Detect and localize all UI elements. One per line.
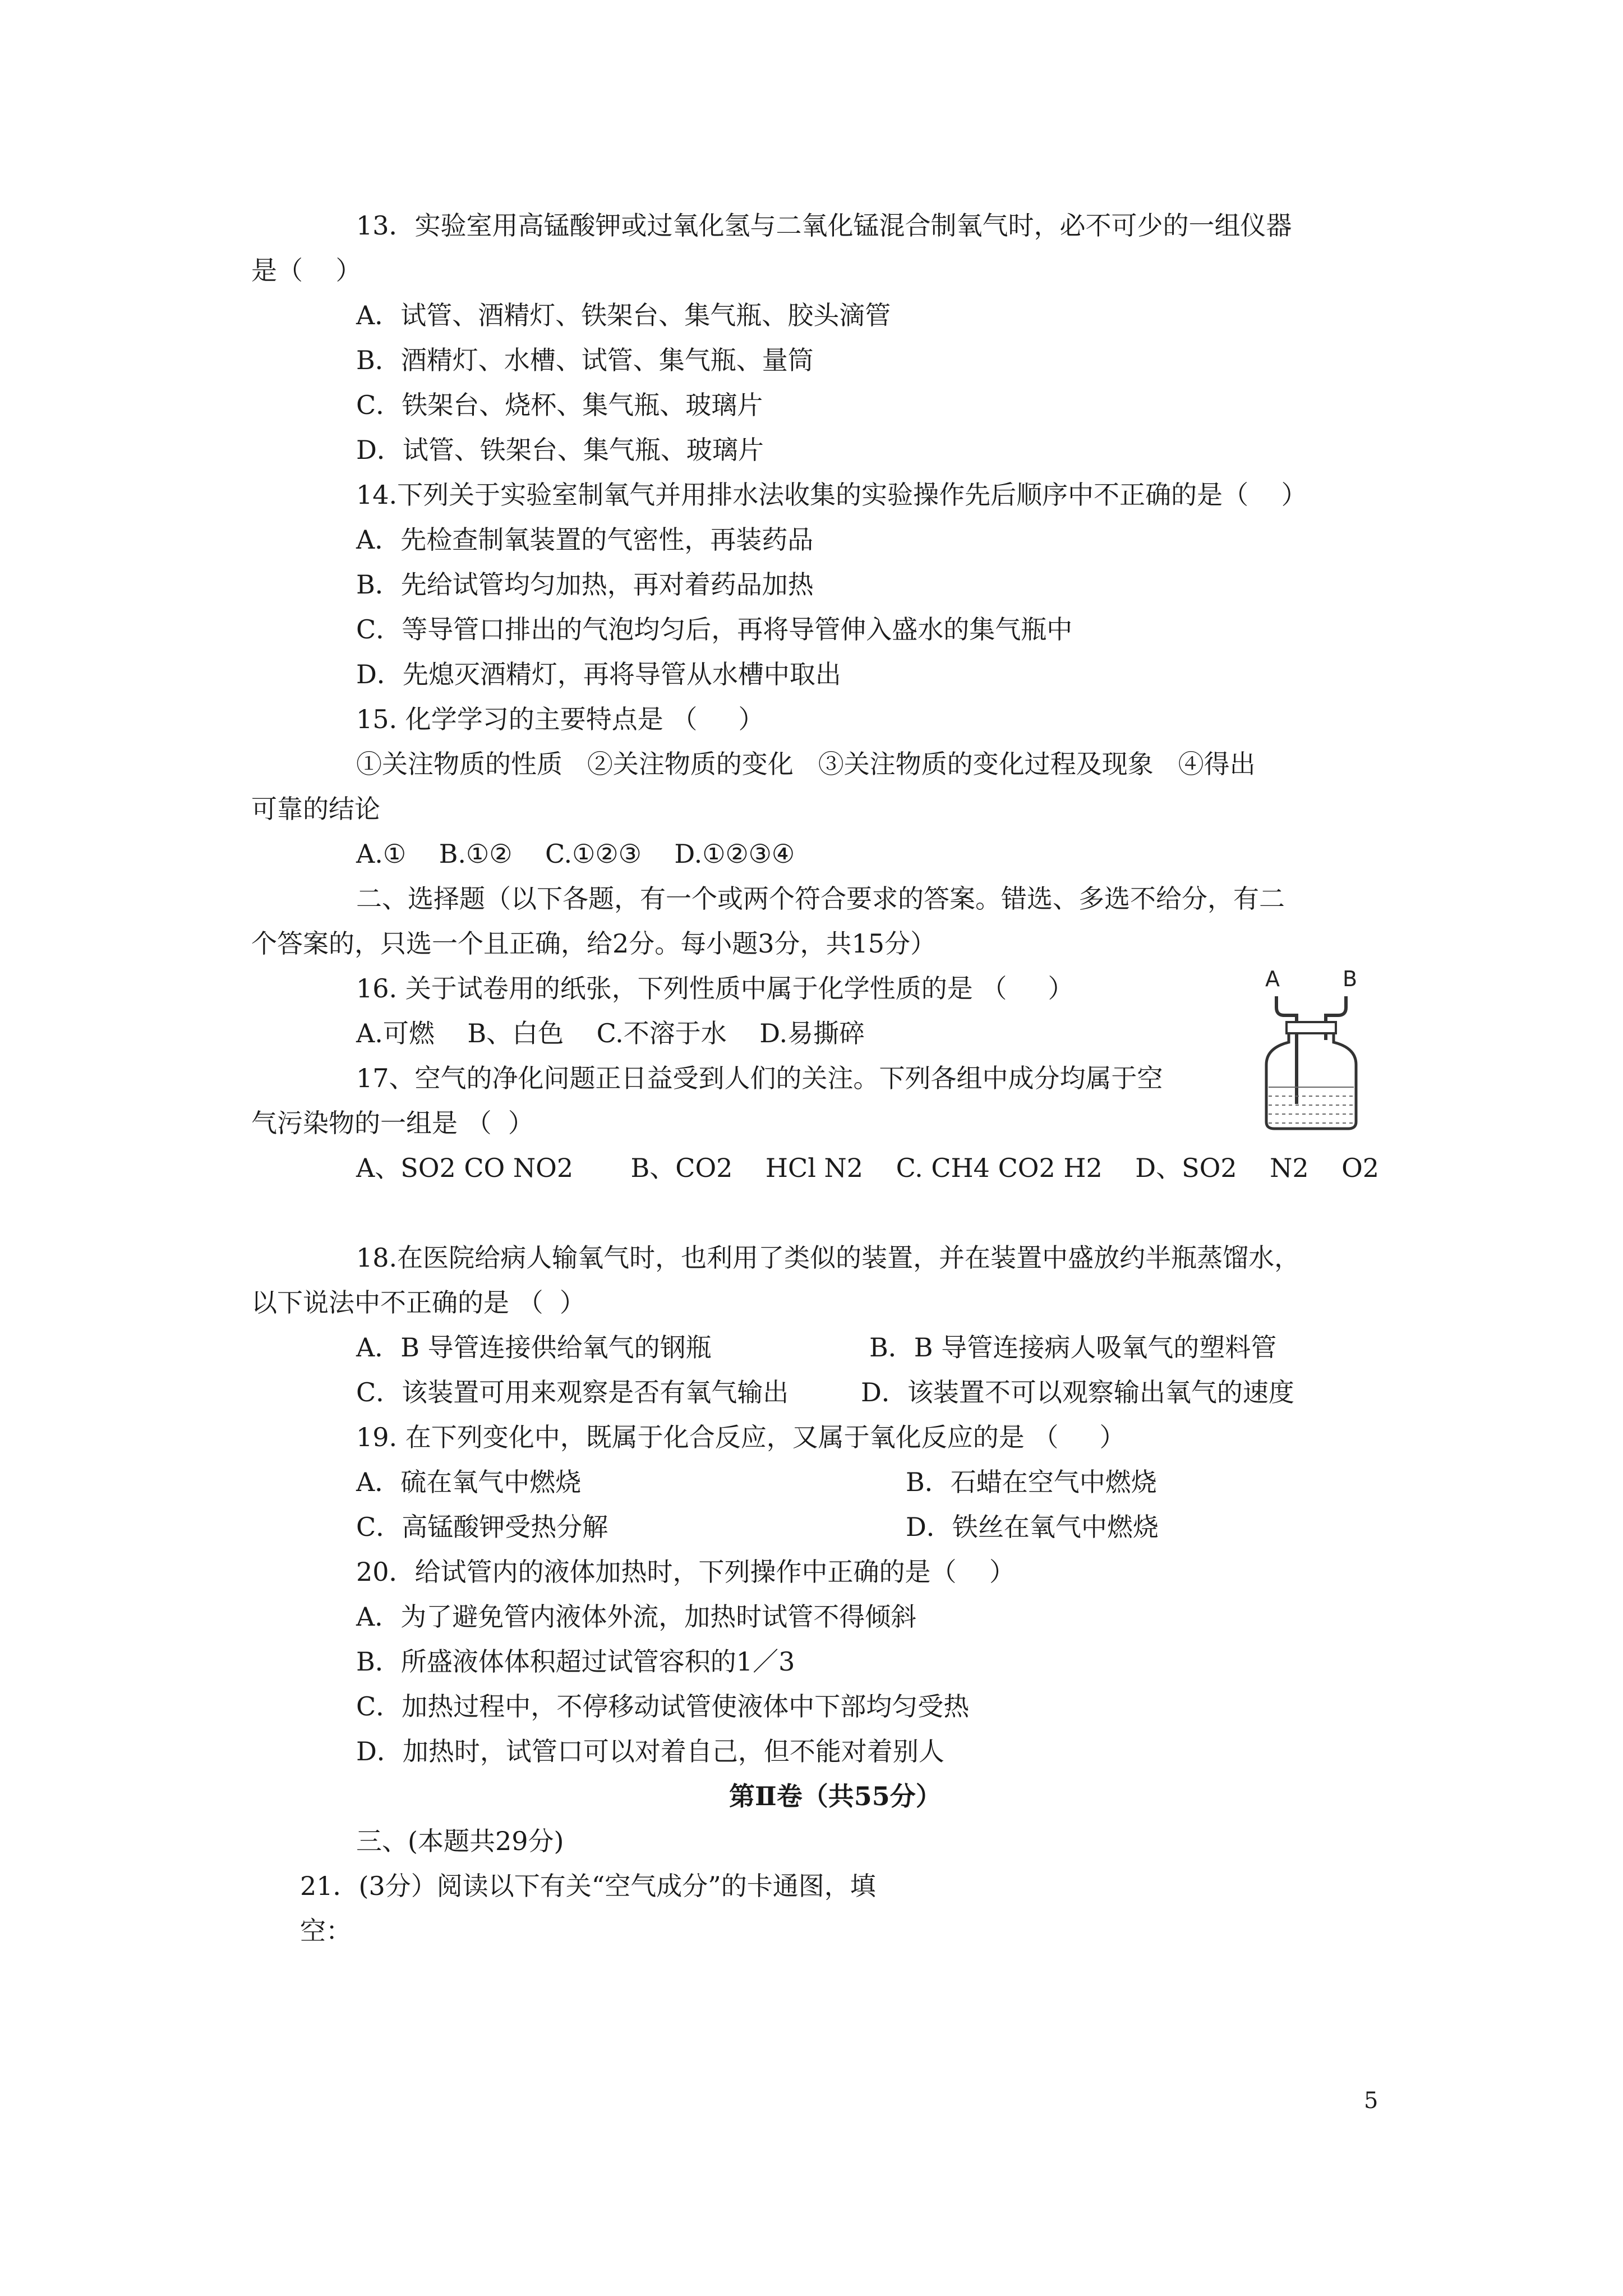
q15-statements-line1: ①关注物质的性质 ②关注物质的变化 ③关注物质的变化过程及现象 ④得出 [356,749,1256,779]
q14-option-c: C．等导管口排出的气泡均匀后，再将导管伸入盛水的集气瓶中 [356,614,1073,645]
q20-option-a: A．为了避免管内液体外流，加热时试管不得倾斜 [356,1602,917,1632]
q19-option-b: B．石蜡在空气中燃烧 [906,1467,1157,1497]
q20-option-b: B．所盛液体体积超过试管容积的1／3 [356,1646,795,1677]
q13-stem-line2: 是（ ） [251,255,362,286]
q18-option-d: D．该装置不可以观察输出氧气的速度 [861,1377,1294,1407]
q17-stem-line1: 17、空气的净化问题正日益受到人们的关注。下列各组中成分均属于空 [356,1063,1163,1093]
q18-stem-line1: 18.在医院给病人输氧气时，也利用了类似的装置，并在装置中盛放约半瓶蒸馏水， [356,1243,1301,1273]
q19-stem: 19. 在下列变化中，既属于化合反应，又属于氧化反应的是 （ ） [356,1422,1126,1452]
figure-label-b: B [1343,967,1358,991]
bottle-stopper [1287,1022,1336,1033]
q16-options: A.可燃 B、白色 C.不溶于水 D.易撕碎 [356,1018,865,1048]
q14-option-d: D．先熄灭酒精灯，再将导管从水槽中取出 [356,659,841,689]
q15-statements-line2: 可靠的结论 [251,794,380,824]
q13-option-d: D．试管、铁架台、集气瓶、玻璃片 [356,435,764,465]
q21-stem-line1: 21．(3分）阅读以下有关“空气成分”的卡通图，填 [300,1871,876,1901]
q15-options: A.① B.①② C.①②③ D.①②③④ [356,839,795,869]
q13-option-a: A．试管、酒精灯、铁架台、集气瓶、胶头滴管 [356,300,891,330]
q13-stem-line1: 13．实验室用高锰酸钾或过氧化氢与二氧化锰混合制氧气时，必不可少的一组仪器 [356,210,1292,241]
part-2-heading: 第Ⅱ卷（共55分） [729,1781,942,1811]
q21-stem-line2: 空： [300,1916,352,1946]
q16-stem: 16. 关于试卷用的纸张，下列性质中属于化学性质的是 （ ） [356,973,1074,1004]
figure-label-a: A [1265,967,1280,991]
q18-option-a: A．B 导管连接供给氧气的钢瓶 [356,1332,712,1363]
q19-option-d: D．铁丝在氧气中燃烧 [906,1512,1159,1542]
q14-stem: 14.下列关于实验室制氧气并用排水法收集的实验操作先后顺序中不正确的是（ ） [356,480,1307,510]
gas-washing-bottle-figure [1249,964,1371,1132]
q17-options: A、SO2 CO NO2 B、CO2 HCl N2 C. CH4 CO2 H2 D、SO2 N2 O2 [356,1153,1380,1183]
section-2-instructions-line2: 个答案的，只选一个且正确，给2分。每小题3分，共15分） [251,928,937,959]
water-level [1269,1087,1354,1123]
q20-stem: 20．给试管内的液体加热时，下列操作中正确的是（ ） [356,1557,1016,1587]
q13-option-c: C．铁架台、烧杯、集气瓶、玻璃片 [356,390,763,420]
q18-stem-line2: 以下说法中不正确的是 （ ） [251,1287,585,1318]
q13-option-b: B．酒精灯、水槽、试管、集气瓶、量筒 [356,345,814,375]
q14-option-a: A．先检查制氧装置的气密性，再装药品 [356,524,814,555]
q20-option-c: C．加热过程中，不停移动试管使液体中下部均匀受热 [356,1691,970,1722]
q17-stem-line2: 气污染物的一组是 （ ） [251,1108,534,1138]
q15-stem: 15. 化学学习的主要特点是 （ ） [356,704,764,734]
page-number: 5 [1364,2088,1378,2114]
q14-option-b: B．先给试管均匀加热，再对着药品加热 [356,569,814,600]
q20-option-d: D．加热时，试管口可以对着自己，但不能对着别人 [356,1736,944,1766]
q18-option-b: B．B 导管连接病人吸氧气的塑料管 [869,1332,1277,1363]
q19-option-a: A．硫在氧气中燃烧 [356,1467,582,1497]
tube-a [1276,996,1297,1104]
q19-option-c: C．高锰酸钾受热分解 [356,1512,608,1542]
section-2-instructions-line1: 二、选择题（以下各题，有一个或两个符合要求的答案。错选、多选不给分，有二 [356,884,1285,914]
q18-option-c: C．该装置可用来观察是否有氧气输出 [356,1377,789,1407]
section-3-heading: 三、(本题共29分) [356,1826,564,1856]
